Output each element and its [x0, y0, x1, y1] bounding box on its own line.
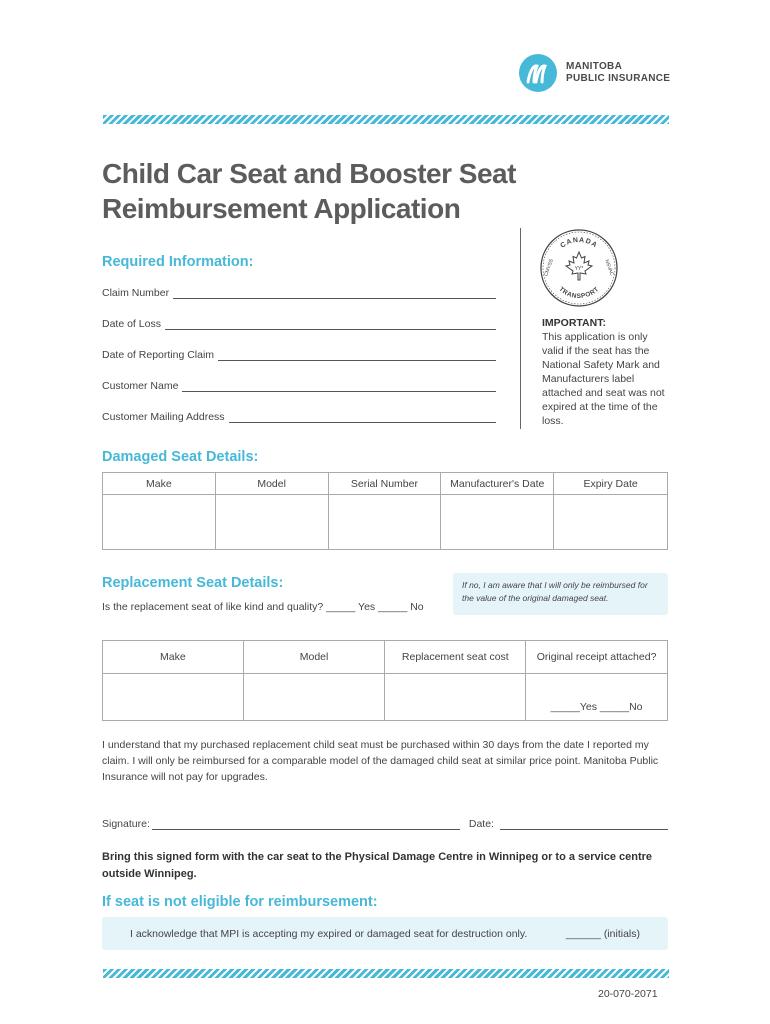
date-of-reporting-line[interactable] [218, 353, 496, 361]
damaged-model-cell[interactable] [215, 495, 328, 550]
bottom-stripe-divider [103, 969, 669, 978]
title-line-2: Reimbursement Application [102, 193, 461, 224]
date-of-loss-field[interactable] [102, 318, 496, 330]
date-label: Date: [468, 818, 494, 830]
claim-number-line[interactable] [173, 291, 496, 299]
seal-left-text: CMVSS [543, 258, 555, 278]
replacement-seat-table [102, 640, 668, 721]
damaged-serial-cell[interactable] [328, 495, 441, 550]
date-of-reporting-label: Date of Reporting Claim [102, 349, 215, 361]
damaged-col-expiry: Expiry Date [554, 473, 668, 495]
signature-row [102, 818, 668, 830]
receipt-yes-no[interactable]: _____Yes _____No [550, 701, 643, 713]
top-stripe-divider [103, 115, 669, 124]
page-title [102, 156, 522, 226]
customer-name-line[interactable] [182, 384, 496, 392]
damaged-table-header [103, 473, 668, 495]
title-line-1: Child Car Seat and Booster Seat [102, 158, 516, 189]
replacement-col-model: Model [243, 641, 385, 674]
like-kind-question[interactable]: Is the replacement seat of like kind and quality? _____ Yes _____ No [102, 601, 424, 613]
seal-right-text: NSVAC [603, 258, 615, 277]
claim-number-field[interactable] [102, 287, 496, 299]
replacement-table-row [103, 674, 668, 721]
seal-bottom-text: TRANSPORT [557, 285, 601, 300]
important-notice [542, 316, 672, 428]
brand-line-2: PUBLIC INSURANCE [566, 73, 671, 84]
initials-field[interactable]: ______ (initials) [565, 927, 640, 940]
replacement-col-cost: Replacement seat cost [385, 641, 526, 674]
date-of-reporting-field[interactable] [102, 349, 496, 361]
svg-text:TRANSPORT [557, 286, 600, 300]
vertical-divider [520, 228, 521, 429]
replacement-seat-heading: Replacement Seat Details: [102, 575, 284, 591]
claim-number-label: Claim Number [102, 287, 170, 299]
date-of-loss-label: Date of Loss [102, 318, 161, 330]
important-title: IMPORTANT: [542, 317, 606, 329]
damaged-col-model: Model [215, 473, 328, 495]
customer-address-label: Customer Mailing Address [102, 411, 225, 423]
seal-top-text: CANADA [559, 236, 599, 250]
svg-text:CANADA [559, 237, 598, 250]
canada-safety-mark-seal [539, 228, 619, 308]
damaged-seat-table [102, 472, 668, 550]
damaged-col-mfg-date: Manufacturer's Date [441, 473, 554, 495]
damaged-table-row [103, 495, 668, 550]
replacement-make-cell[interactable] [103, 674, 244, 721]
required-info-heading: Required Information: [102, 254, 254, 270]
damaged-col-make: Make [103, 473, 216, 495]
customer-address-line[interactable] [229, 415, 496, 423]
replacement-col-receipt: Original receipt attached? [526, 641, 668, 674]
acknowledgement-text: I acknowledge that MPI is accepting my expired or damaged seat for destruction only. [130, 927, 528, 940]
customer-name-field[interactable] [102, 380, 496, 392]
customer-address-field[interactable] [102, 411, 496, 423]
important-body: This application is only valid if the seat has the National Safety Mark and Manufacturers label attached and seat was not expired at the time of the loss. [542, 331, 665, 427]
damaged-seat-heading: Damaged Seat Details: [102, 449, 259, 465]
damaged-col-serial: Serial Number [328, 473, 441, 495]
mpi-logo [519, 54, 670, 92]
replacement-cost-cell[interactable] [385, 674, 526, 721]
signature-line[interactable] [152, 822, 460, 830]
reimbursement-note: If no, I am aware that I will only be reimbursed for the value of the original damaged seat. [453, 573, 668, 615]
replacement-col-make: Make [103, 641, 244, 674]
understanding-statement: I understand that my purchased replacement child seat must be purchased within 30 days from the date I reported my claim. I will only be reimbursed for a comparable model of the damaged child seat at similar price point. Manitoba Public Insurance will not pay for upgrades. [102, 739, 659, 783]
form-number: 20-070-2071 [598, 988, 658, 1000]
damaged-make-cell[interactable] [103, 495, 216, 550]
customer-name-label: Customer Name [102, 380, 179, 392]
mpi-logo-text [566, 61, 670, 85]
seal-center-text: YY* [574, 266, 584, 272]
damaged-mfg-date-cell[interactable] [441, 495, 554, 550]
signature-label: Signature: [102, 818, 150, 830]
mpi-logo-icon [519, 54, 557, 92]
brand-line-1: MANITOBA [566, 61, 623, 72]
replacement-model-cell[interactable] [243, 674, 385, 721]
replacement-table-header [103, 641, 668, 674]
date-of-loss-line[interactable] [165, 322, 496, 330]
not-eligible-heading: If seat is not eligible for reimbursement: [102, 894, 378, 910]
replacement-receipt-cell[interactable] [526, 674, 668, 721]
acknowledgement-box [102, 917, 668, 950]
damaged-expiry-cell[interactable] [554, 495, 668, 550]
date-line[interactable] [500, 822, 668, 830]
bring-instructions: Bring this signed form with the car seat to the Physical Damage Centre in Winnipeg or to a service centre outside Winnipeg. [102, 851, 653, 880]
